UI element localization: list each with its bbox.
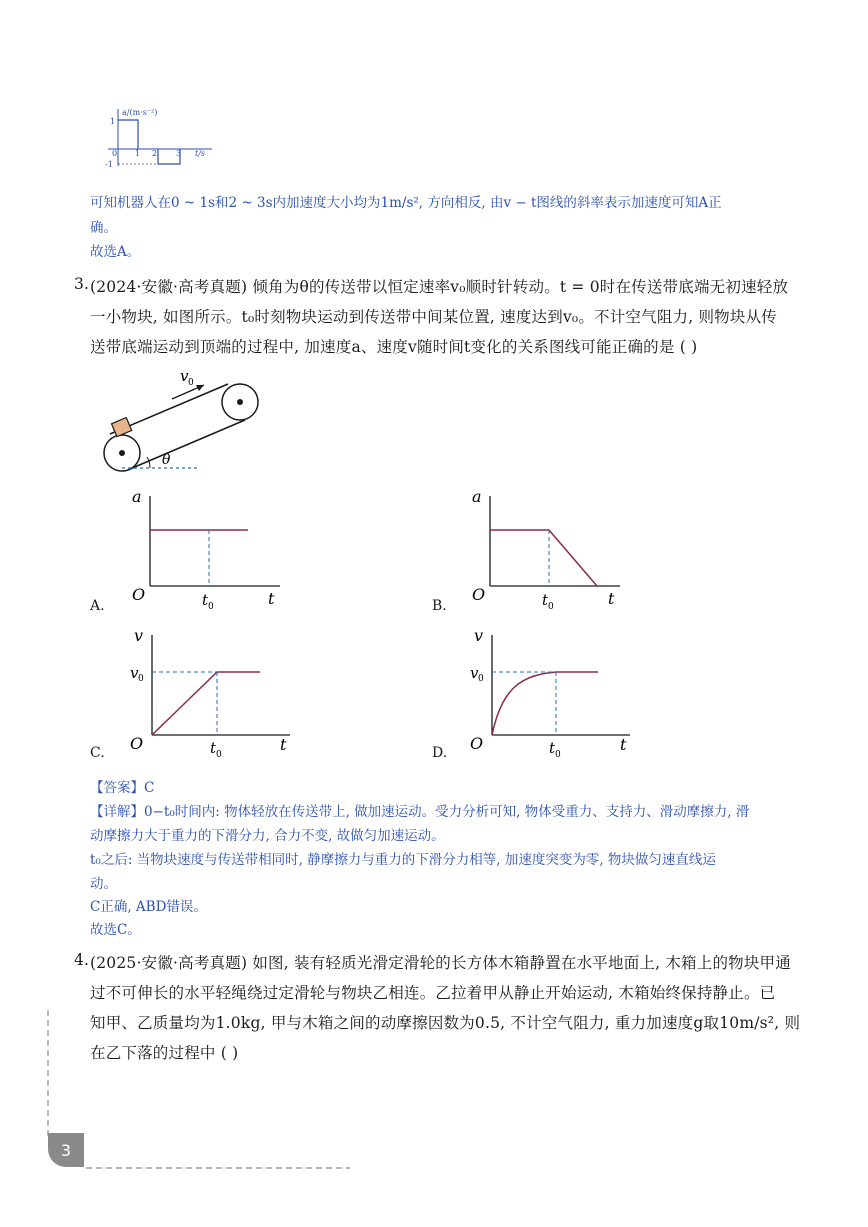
q4-source: (2025·安徽·高考真题) xyxy=(90,954,248,972)
option-a-graph xyxy=(120,488,290,613)
page-number: 3 xyxy=(48,1133,84,1167)
q4-line3: 知甲、乙质量均为1.0kg, 甲与木箱之间的动摩擦因数为0.5, 不计空气阻力, 重力加速度g取10m/s², 则 xyxy=(90,1014,801,1032)
angle-label: θ xyxy=(162,452,171,468)
q3-line1 xyxy=(90,275,788,297)
tick-y-neg1: -1 xyxy=(105,160,113,169)
tick-x-2: 2 xyxy=(152,149,158,158)
option-d-v0: v xyxy=(470,664,479,682)
option-d-graph xyxy=(460,625,640,760)
q3-detail-line1: 【详解】0−t₀时间内: 物体轻放在传送带上, 做加速运动。受力分析可知, 物体受重力、支持力、滑动摩擦力, 滑 xyxy=(90,804,750,820)
option-a-origin: O xyxy=(132,585,146,604)
block xyxy=(112,418,132,437)
option-b-t0: t xyxy=(542,591,549,609)
tick-x-3: 3 xyxy=(176,149,182,158)
option-c-graph xyxy=(120,625,300,760)
page-border-decoration xyxy=(40,1000,360,1180)
option-a-t0: t xyxy=(202,591,209,609)
option-b-graph xyxy=(460,488,630,613)
option-c-xaxis: t xyxy=(280,735,287,754)
option-a-yaxis: a xyxy=(132,488,142,506)
belt-velocity-sub: 0 xyxy=(188,378,194,388)
belt-velocity-label: v xyxy=(180,367,189,385)
option-c-origin: O xyxy=(130,734,144,753)
q4-text1: 如图, 装有轻质光滑定滑轮的长方体木箱静置在水平地面上, 木箱上的物块甲通 xyxy=(252,954,791,972)
option-d-origin: O xyxy=(470,734,484,753)
prev-explanation-line1: 可知机器人在0 ~ 1s和2 ~ 3s内加速度大小均为1m/s², 方向相反, 由v − t图线的斜率表示加速度可知A正 xyxy=(90,195,722,211)
q3-detail-line2: 动摩擦力大于重力的下滑分力, 合力不变, 故做匀加速运动。 xyxy=(90,828,445,844)
q4-line4: 在乙下落的过程中 ( ) xyxy=(90,1044,239,1062)
option-b-t0-sub: 0 xyxy=(548,602,554,612)
option-a-label[interactable]: A. xyxy=(90,598,105,614)
option-b-yaxis: a xyxy=(472,488,482,506)
option-c-yaxis: v xyxy=(134,626,144,645)
graph-xlabel: t/s xyxy=(195,149,206,158)
q3-detail-line5: C正确, ABD错误。 xyxy=(90,899,207,915)
q3-line2: 一小物块, 如图所示。t₀时刻物块运动到传送带中间某位置, 速度达到v₀。不计空气阻力, 则物块从传 xyxy=(90,308,777,326)
option-b-label[interactable]: B. xyxy=(432,598,447,614)
q4-number: 4. xyxy=(74,951,90,969)
tick-x-1: 1 xyxy=(135,149,141,158)
tick-y-1: 1 xyxy=(110,117,116,126)
option-b-origin: O xyxy=(472,585,486,604)
option-c-label[interactable]: C. xyxy=(90,745,105,761)
q3-detail-line3: t₀之后: 当物块速度与传送带相同时, 静摩擦力与重力的下滑分力相等, 加速度突变为零, 物块做匀速直线运 xyxy=(90,852,716,868)
graph-ylabel: a/(m·s⁻²) xyxy=(122,108,158,117)
option-d-t0-sub: 0 xyxy=(555,750,561,760)
prev-explanation-line2: 确。 xyxy=(90,220,117,236)
option-a-xaxis: t xyxy=(268,589,275,608)
q3-text1: 倾角为θ的传送带以恒定速率v₀顺时针转动。t = 0时在传送带底端无初速轻放 xyxy=(252,278,789,296)
option-c-t0: t xyxy=(210,739,217,757)
option-d-yaxis: v xyxy=(474,626,484,645)
option-c-v0: v xyxy=(130,664,139,682)
q3-detail-line4: 动。 xyxy=(90,876,117,892)
q4-line2: 过不可伸长的水平轻绳绕过定滑轮与物块乙相连。乙拉着甲从静止开始运动, 木箱始终保持静止。已 xyxy=(90,984,776,1002)
option-d-t0: t xyxy=(549,739,556,757)
option-c-v0-sub: 0 xyxy=(138,674,144,684)
option-d-xaxis: t xyxy=(620,735,627,754)
option-d-v0-sub: 0 xyxy=(478,674,484,684)
conveyor-belt-diagram xyxy=(100,365,270,475)
q3-answer: 【答案】C xyxy=(90,780,155,796)
q3-number: 3. xyxy=(74,275,90,293)
option-b-xaxis: t xyxy=(608,589,615,608)
option-c-t0-sub: 0 xyxy=(216,750,222,760)
q4-line1 xyxy=(90,951,791,973)
accel-time-graph xyxy=(100,104,220,174)
option-a-t0-sub: 0 xyxy=(208,602,214,612)
tick-x-0: 0 xyxy=(112,149,118,158)
prev-conclusion: 故选A。 xyxy=(90,244,141,260)
q3-conclusion: 故选C。 xyxy=(90,922,141,938)
option-d-label[interactable]: D. xyxy=(432,745,448,761)
q3-source: (2024·安徽·高考真题) xyxy=(90,278,248,296)
q3-line3: 送带底端运动到顶端的过程中, 加速度a、速度v随时间t变化的关系图线可能正确的是 ( ) xyxy=(90,338,698,356)
